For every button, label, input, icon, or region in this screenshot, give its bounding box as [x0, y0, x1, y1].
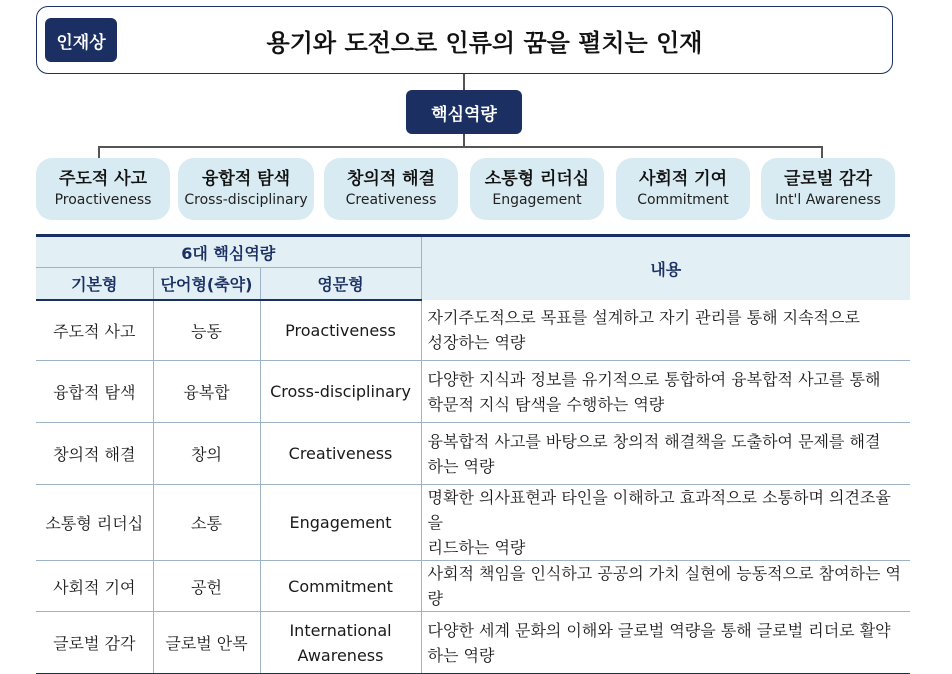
competency-ko-label: 창의적 해결	[346, 169, 436, 189]
cell-basic: 창의적 해결	[36, 423, 153, 485]
content-line: 리드하는 역량	[427, 538, 526, 557]
cell-basic: 소통형 리더십	[36, 485, 153, 561]
core-competency-box: 핵심역량	[406, 90, 522, 134]
cell-content	[421, 485, 910, 561]
cell-content	[421, 612, 910, 674]
competency-ko-label: 융합적 탐색	[201, 169, 291, 189]
content-line: 하는 역량	[427, 456, 495, 476]
cell-basic: 주도적 사고	[36, 300, 153, 361]
header-basic: 기본형	[36, 268, 153, 300]
competency-en-label: Creativeness	[345, 192, 437, 208]
content-line: 융복합적 사고를 바탕으로 창의적 해결책을 도출하여 문제를 해결	[427, 431, 881, 451]
competency-en-label: Engagement	[492, 192, 582, 208]
competency-ko-label: 주도적 사고	[58, 169, 148, 189]
competency-ko-label: 사회적 기여	[638, 169, 728, 189]
competency-cross-disciplinary	[178, 158, 314, 220]
content-line: 성장하는 역량	[427, 332, 526, 352]
header-short: 단어형(축약)	[153, 268, 260, 300]
cell-short: 융복합	[153, 361, 260, 423]
competency-engagement	[470, 158, 604, 220]
competency-creativeness	[324, 158, 458, 220]
competency-table	[36, 234, 910, 674]
vision-badge: 인재상	[45, 18, 117, 62]
cell-basic: 융합적 탐색	[36, 361, 153, 423]
cell-short: 소통	[153, 485, 260, 561]
competency-ko-label: 글로벌 감각	[783, 169, 873, 189]
cell-content	[421, 300, 910, 361]
cell-english	[260, 612, 421, 674]
competency-en-label: Proactiveness	[54, 192, 152, 208]
competency-ko-label: 소통형 리더십	[484, 169, 590, 189]
cell-english: Cross-disciplinary	[260, 361, 421, 423]
cell-basic: 사회적 기여	[36, 561, 153, 612]
content-line: 다양한 지식과 정보를 유기적으로 통합하여 융복합적 사고를 통해	[427, 369, 881, 389]
table-row	[36, 361, 910, 423]
english-line: Awareness	[297, 645, 384, 665]
table-row	[36, 612, 910, 674]
cell-basic: 글로벌 감각	[36, 612, 153, 674]
cell-content	[421, 561, 910, 612]
header-english: 영문형	[260, 268, 421, 300]
connector-vertical-core	[463, 134, 465, 146]
cell-content	[421, 361, 910, 423]
content-line: 사회적 책임을 인식하고 공공의 가치 실현에 능동적으로 참여하는 역량	[427, 564, 901, 608]
connector-drop-left	[98, 146, 100, 158]
competency-intl-awareness	[761, 158, 895, 220]
connector-vertical-top	[463, 74, 465, 90]
competency-en-label: Commitment	[637, 192, 729, 208]
cell-short: 능동	[153, 300, 260, 361]
cell-content	[421, 423, 910, 485]
competency-en-label: Int'l Awareness	[775, 192, 881, 208]
competency-proactiveness	[36, 158, 170, 220]
competency-commitment	[616, 158, 750, 220]
english-line: International	[289, 620, 392, 640]
cell-english: Engagement	[260, 485, 421, 561]
content-line: 학문적 지식 탐색을 수행하는 역량	[427, 394, 665, 414]
table-row	[36, 300, 910, 361]
cell-english: Creativeness	[260, 423, 421, 485]
content-line: 명확한 의사표현과 타인을 이해하고 효과적으로 소통하며 의견조율을	[427, 488, 891, 532]
content-line: 하는 역량	[427, 645, 495, 665]
header-content: 내용	[421, 236, 910, 300]
table-row	[36, 423, 910, 485]
table-row	[36, 485, 910, 561]
group-header: 6대 핵심역량	[36, 236, 421, 268]
vision-title: 용기와 도전으로 인류의 꿈을 펼치는 인재	[266, 28, 703, 57]
cell-short: 글로벌 안목	[153, 612, 260, 674]
competency-en-label: Cross-disciplinary	[184, 192, 308, 208]
cell-english: Commitment	[260, 561, 421, 612]
cell-english: Proactiveness	[260, 300, 421, 361]
content-line: 자기주도적으로 목표를 설계하고 자기 관리를 통해 지속적으로	[427, 307, 860, 327]
connector-horizontal	[98, 146, 821, 148]
vision-banner	[36, 6, 893, 74]
table-row	[36, 561, 910, 612]
content-line: 다양한 세계 문화의 이해와 글로벌 역량을 통해 글로벌 리더로 활약	[427, 620, 891, 640]
cell-short: 공헌	[153, 561, 260, 612]
connector-drop-right	[821, 146, 823, 158]
cell-short: 창의	[153, 423, 260, 485]
